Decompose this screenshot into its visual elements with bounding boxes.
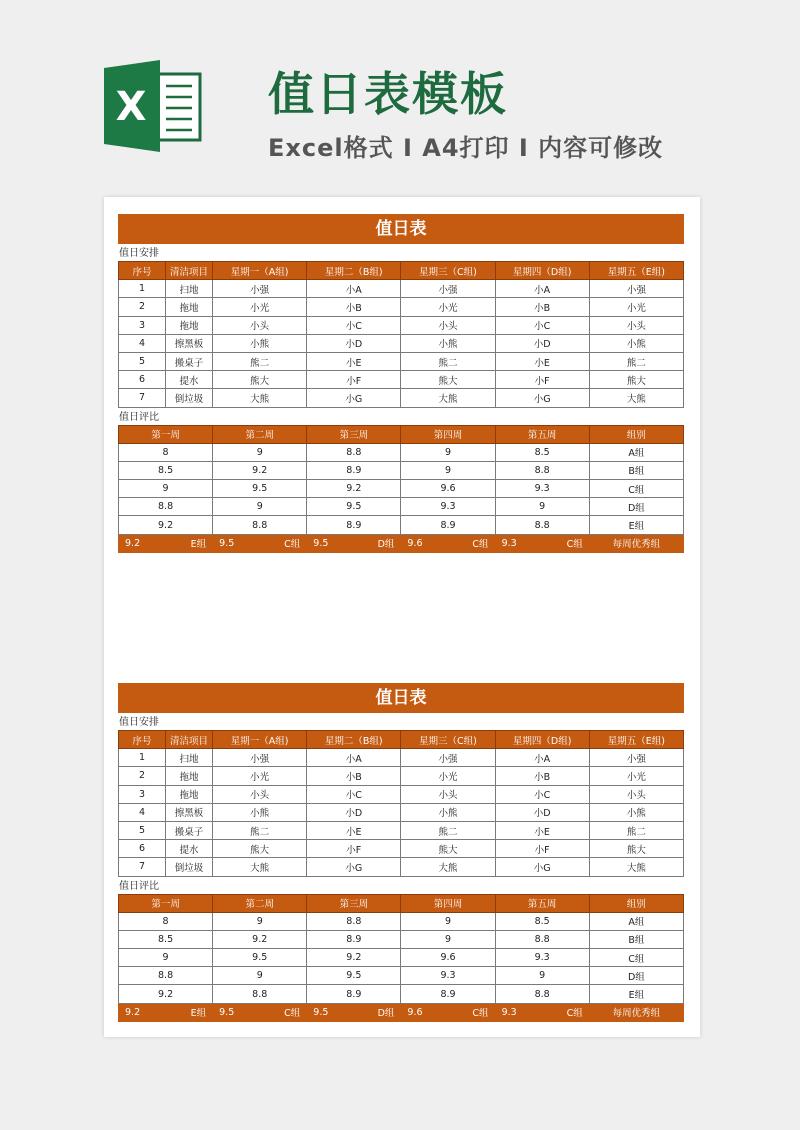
table-cell: 小G xyxy=(495,389,589,407)
column-header: 星期五（E组) xyxy=(589,731,683,749)
best-group-cell: E组 xyxy=(166,1003,213,1021)
table-cell: 8.5 xyxy=(119,461,213,479)
table-cell: 小D xyxy=(307,803,401,821)
page-subtitle: Excel格式 I A4打印 I 内容可修改 xyxy=(268,134,664,162)
table-row xyxy=(119,516,684,534)
table-row xyxy=(119,280,684,298)
column-header: 星期二（B组) xyxy=(307,731,401,749)
table-cell: 大熊 xyxy=(589,389,683,407)
column-header: 星期一（A组) xyxy=(213,731,307,749)
table-cell: 5 xyxy=(119,821,166,839)
table-cell: 8.9 xyxy=(401,985,495,1003)
evaluation-table xyxy=(118,894,684,1022)
spreadsheet-page xyxy=(104,197,700,1037)
column-header: 第三周 xyxy=(307,425,401,443)
evaluation-label: 值日评比 xyxy=(119,411,159,423)
table-cell: 大熊 xyxy=(401,389,495,407)
table-cell: 小B xyxy=(307,767,401,785)
table-row xyxy=(119,498,684,516)
table-row xyxy=(119,461,684,479)
schedule-label: 值日安排 xyxy=(119,717,159,728)
evaluation-table xyxy=(118,425,684,553)
table-cell: 小F xyxy=(307,840,401,858)
table-cell: 9 xyxy=(119,480,213,498)
table-cell: 3 xyxy=(119,785,166,803)
table-cell: 小强 xyxy=(401,749,495,767)
table-cell: 小F xyxy=(495,371,589,389)
table-cell: 小C xyxy=(307,316,401,334)
table-cell: 小B xyxy=(307,298,401,316)
table-cell: 小强 xyxy=(213,280,307,298)
table-cell: 小光 xyxy=(589,298,683,316)
table-row xyxy=(119,371,684,389)
table-cell: 9.3 xyxy=(495,480,589,498)
table-row xyxy=(119,803,684,821)
table-cell: 熊二 xyxy=(589,821,683,839)
table-cell: 8.9 xyxy=(307,461,401,479)
table-row xyxy=(119,785,684,803)
table-cell: 小熊 xyxy=(401,803,495,821)
column-header: 组别 xyxy=(589,425,683,443)
table-cell: 小强 xyxy=(401,280,495,298)
table-cell: 小G xyxy=(307,858,401,876)
table-cell: 小强 xyxy=(213,749,307,767)
best-group-cell: C组 xyxy=(542,534,589,552)
table-cell: 1 xyxy=(119,280,166,298)
evaluation-header-row xyxy=(119,425,684,443)
table-cell: 9.3 xyxy=(401,498,495,516)
best-group-row xyxy=(119,534,684,552)
best-score-cell: 9.2 xyxy=(119,1003,166,1021)
table-row xyxy=(119,316,684,334)
table-cell: 8.5 xyxy=(495,443,589,461)
table-cell: 熊大 xyxy=(401,371,495,389)
table-cell: 提水 xyxy=(166,371,213,389)
best-group-cell: C组 xyxy=(260,534,307,552)
table-cell: 小C xyxy=(495,785,589,803)
table-cell: 拖地 xyxy=(166,785,213,803)
table-cell: 小C xyxy=(307,785,401,803)
table-cell: E组 xyxy=(589,516,683,534)
table-cell: 4 xyxy=(119,334,166,352)
schedule-header-row xyxy=(119,731,684,749)
table-cell: 3 xyxy=(119,316,166,334)
table-cell: 小光 xyxy=(213,298,307,316)
table-cell: 9.5 xyxy=(213,949,307,967)
table-cell: A组 xyxy=(589,443,683,461)
table-row xyxy=(119,298,684,316)
best-group-row xyxy=(119,1003,684,1021)
best-group-cell: C组 xyxy=(448,534,495,552)
table-cell: 拖地 xyxy=(166,316,213,334)
table-cell: 搬桌子 xyxy=(166,352,213,370)
column-header: 第五周 xyxy=(495,894,589,912)
best-score-cell: 9.6 xyxy=(401,1003,448,1021)
page-title: 值日表模板 xyxy=(268,67,508,121)
table-cell: 大熊 xyxy=(401,858,495,876)
table-cell: 小光 xyxy=(401,767,495,785)
template-banner xyxy=(0,0,800,190)
best-score-cell: 9.5 xyxy=(213,1003,260,1021)
table-cell: 熊二 xyxy=(213,352,307,370)
schedule-header-row xyxy=(119,262,684,280)
table-cell: 小头 xyxy=(213,316,307,334)
table-cell: 8.8 xyxy=(213,516,307,534)
table-cell: 9.2 xyxy=(213,930,307,948)
column-header: 第一周 xyxy=(119,894,213,912)
table-row xyxy=(119,858,684,876)
table-cell: 大熊 xyxy=(213,389,307,407)
table-cell: 7 xyxy=(119,389,166,407)
table-cell: 小G xyxy=(495,858,589,876)
table-cell: 9.5 xyxy=(307,498,401,516)
table-row xyxy=(119,767,684,785)
svg-text:X: X xyxy=(115,84,147,130)
schedule-label: 值日安排 xyxy=(119,248,159,259)
table-cell: 9.6 xyxy=(401,480,495,498)
column-header: 星期三（C组) xyxy=(401,262,495,280)
table-cell: 小A xyxy=(307,280,401,298)
column-header: 第五周 xyxy=(495,425,589,443)
best-group-cell: C组 xyxy=(260,1003,307,1021)
table-cell: 提水 xyxy=(166,840,213,858)
column-header: 第一周 xyxy=(119,425,213,443)
table-row xyxy=(119,967,684,985)
table-cell: 小头 xyxy=(589,316,683,334)
table-cell: 8.9 xyxy=(307,930,401,948)
table-cell: 8.8 xyxy=(495,461,589,479)
table-cell: 小A xyxy=(495,280,589,298)
table-cell: 8.8 xyxy=(495,516,589,534)
best-group-label: 每周优秀组 xyxy=(589,1003,683,1021)
column-header: 第二周 xyxy=(213,425,307,443)
table-cell: 熊大 xyxy=(401,840,495,858)
table-cell: B组 xyxy=(589,461,683,479)
table-cell: 9.3 xyxy=(495,949,589,967)
table-row xyxy=(119,749,684,767)
best-group-cell: C组 xyxy=(448,1003,495,1021)
table-cell: 拖地 xyxy=(166,298,213,316)
best-score-cell: 9.6 xyxy=(401,534,448,552)
table-cell: 9 xyxy=(401,461,495,479)
table-cell: 9.2 xyxy=(307,480,401,498)
best-score-cell: 9.3 xyxy=(495,534,542,552)
table-cell: 熊大 xyxy=(589,371,683,389)
table-cell: 8.9 xyxy=(307,985,401,1003)
table-cell: 小头 xyxy=(401,785,495,803)
table-cell: 8.8 xyxy=(213,985,307,1003)
table-cell: 倒垃圾 xyxy=(166,858,213,876)
table-row xyxy=(119,352,684,370)
table-row xyxy=(119,985,684,1003)
table-cell: 9.2 xyxy=(119,985,213,1003)
table-cell: 9 xyxy=(401,443,495,461)
table-cell: 小A xyxy=(495,749,589,767)
table-cell: 小熊 xyxy=(589,803,683,821)
table-cell: 8.8 xyxy=(495,930,589,948)
table-cell: 9.2 xyxy=(213,461,307,479)
table-cell: 小头 xyxy=(589,785,683,803)
table-row xyxy=(119,949,684,967)
table-cell: C组 xyxy=(589,949,683,967)
table-row xyxy=(119,334,684,352)
table-row xyxy=(119,389,684,407)
table-cell: 小E xyxy=(495,821,589,839)
table-cell: 擦黑板 xyxy=(166,334,213,352)
table-cell: 大熊 xyxy=(213,858,307,876)
table-row xyxy=(119,930,684,948)
sheet-title: 值日表 xyxy=(118,683,684,713)
table-cell: 9.3 xyxy=(401,967,495,985)
best-group-cell: D组 xyxy=(354,1003,401,1021)
table-cell: D组 xyxy=(589,498,683,516)
table-cell: 小头 xyxy=(213,785,307,803)
table-cell: 熊大 xyxy=(213,840,307,858)
table-cell: 扫地 xyxy=(166,280,213,298)
table-cell: 小光 xyxy=(401,298,495,316)
table-cell: 1 xyxy=(119,749,166,767)
table-cell: 小D xyxy=(307,334,401,352)
table-row xyxy=(119,840,684,858)
table-cell: 大熊 xyxy=(589,858,683,876)
table-cell: E组 xyxy=(589,985,683,1003)
column-header: 清洁项目 xyxy=(166,731,213,749)
table-cell: 6 xyxy=(119,371,166,389)
best-score-cell: 9.5 xyxy=(307,1003,354,1021)
table-cell: 小B xyxy=(495,298,589,316)
evaluation-label: 值日评比 xyxy=(119,880,159,892)
table-cell: 9 xyxy=(495,967,589,985)
table-cell: 小光 xyxy=(589,767,683,785)
excel-icon xyxy=(104,60,204,152)
column-header: 序号 xyxy=(119,731,166,749)
column-header: 第二周 xyxy=(213,894,307,912)
schedule-table xyxy=(118,730,684,877)
table-cell: 小熊 xyxy=(589,334,683,352)
table-cell: A组 xyxy=(589,912,683,930)
table-cell: 6 xyxy=(119,840,166,858)
table-cell: 熊二 xyxy=(589,352,683,370)
duty-sheet-2 xyxy=(118,683,684,1022)
evaluation-header-row xyxy=(119,894,684,912)
table-cell: 8.8 xyxy=(119,967,213,985)
table-cell: 擦黑板 xyxy=(166,803,213,821)
table-cell: 9.5 xyxy=(213,480,307,498)
column-header: 第四周 xyxy=(401,425,495,443)
table-cell: 9 xyxy=(119,949,213,967)
column-header: 清洁项目 xyxy=(166,262,213,280)
schedule-table xyxy=(118,261,684,408)
table-cell: 熊大 xyxy=(213,371,307,389)
table-cell: 倒垃圾 xyxy=(166,389,213,407)
table-cell: 9 xyxy=(213,967,307,985)
table-row xyxy=(119,443,684,461)
table-cell: D组 xyxy=(589,967,683,985)
table-cell: 小熊 xyxy=(401,334,495,352)
table-cell: 小光 xyxy=(213,767,307,785)
best-score-cell: 9.2 xyxy=(119,534,166,552)
sheet-title: 值日表 xyxy=(118,214,684,244)
table-cell: 9 xyxy=(213,498,307,516)
table-cell: 9 xyxy=(401,930,495,948)
table-cell: 小D xyxy=(495,334,589,352)
table-cell: 小D xyxy=(495,803,589,821)
table-row xyxy=(119,912,684,930)
best-group-cell: E组 xyxy=(166,534,213,552)
best-score-cell: 9.5 xyxy=(307,534,354,552)
table-cell: 9.2 xyxy=(307,949,401,967)
table-cell: 小熊 xyxy=(213,334,307,352)
column-header: 星期二（B组) xyxy=(307,262,401,280)
table-cell: 9.5 xyxy=(307,967,401,985)
table-cell: 搬桌子 xyxy=(166,821,213,839)
table-cell: 熊二 xyxy=(401,821,495,839)
table-cell: 小熊 xyxy=(213,803,307,821)
table-cell: 拖地 xyxy=(166,767,213,785)
table-cell: 2 xyxy=(119,767,166,785)
table-cell: 小E xyxy=(495,352,589,370)
table-cell: 小C xyxy=(495,316,589,334)
table-cell: 小强 xyxy=(589,749,683,767)
table-cell: 小F xyxy=(307,371,401,389)
column-header: 星期四（D组) xyxy=(495,262,589,280)
table-cell: 9 xyxy=(213,443,307,461)
table-cell: 小G xyxy=(307,389,401,407)
best-group-cell: D组 xyxy=(354,534,401,552)
best-score-cell: 9.5 xyxy=(213,534,260,552)
table-cell: 8.8 xyxy=(119,498,213,516)
table-cell: 8.9 xyxy=(307,516,401,534)
table-cell: 熊二 xyxy=(401,352,495,370)
table-cell: 9 xyxy=(401,912,495,930)
table-cell: 9.2 xyxy=(119,516,213,534)
table-row xyxy=(119,821,684,839)
table-cell: B组 xyxy=(589,930,683,948)
table-cell: 小F xyxy=(495,840,589,858)
table-cell: 8 xyxy=(119,443,213,461)
table-cell: 熊大 xyxy=(589,840,683,858)
duty-sheet-1 xyxy=(118,214,684,553)
table-cell: 小强 xyxy=(589,280,683,298)
table-cell: 7 xyxy=(119,858,166,876)
column-header: 星期三（C组) xyxy=(401,731,495,749)
column-header: 星期一（A组) xyxy=(213,262,307,280)
column-header: 第三周 xyxy=(307,894,401,912)
table-cell: 9.6 xyxy=(401,949,495,967)
table-cell: 小E xyxy=(307,352,401,370)
column-header: 星期五（E组) xyxy=(589,262,683,280)
table-cell: 8.9 xyxy=(401,516,495,534)
table-cell: 4 xyxy=(119,803,166,821)
table-cell: 小A xyxy=(307,749,401,767)
table-cell: C组 xyxy=(589,480,683,498)
table-cell: 8.8 xyxy=(307,443,401,461)
table-cell: 8.5 xyxy=(495,912,589,930)
best-score-cell: 9.3 xyxy=(495,1003,542,1021)
column-header: 组别 xyxy=(589,894,683,912)
table-cell: 9 xyxy=(495,498,589,516)
table-cell: 2 xyxy=(119,298,166,316)
table-cell: 9 xyxy=(213,912,307,930)
best-group-cell: C组 xyxy=(542,1003,589,1021)
table-cell: 8.8 xyxy=(495,985,589,1003)
table-cell: 8 xyxy=(119,912,213,930)
table-cell: 小头 xyxy=(401,316,495,334)
best-group-label: 每周优秀组 xyxy=(589,534,683,552)
table-cell: 5 xyxy=(119,352,166,370)
table-cell: 小E xyxy=(307,821,401,839)
table-cell: 小B xyxy=(495,767,589,785)
table-cell: 8.8 xyxy=(307,912,401,930)
column-header: 序号 xyxy=(119,262,166,280)
column-header: 第四周 xyxy=(401,894,495,912)
table-cell: 熊二 xyxy=(213,821,307,839)
table-cell: 8.5 xyxy=(119,930,213,948)
table-row xyxy=(119,480,684,498)
table-cell: 扫地 xyxy=(166,749,213,767)
column-header: 星期四（D组) xyxy=(495,731,589,749)
